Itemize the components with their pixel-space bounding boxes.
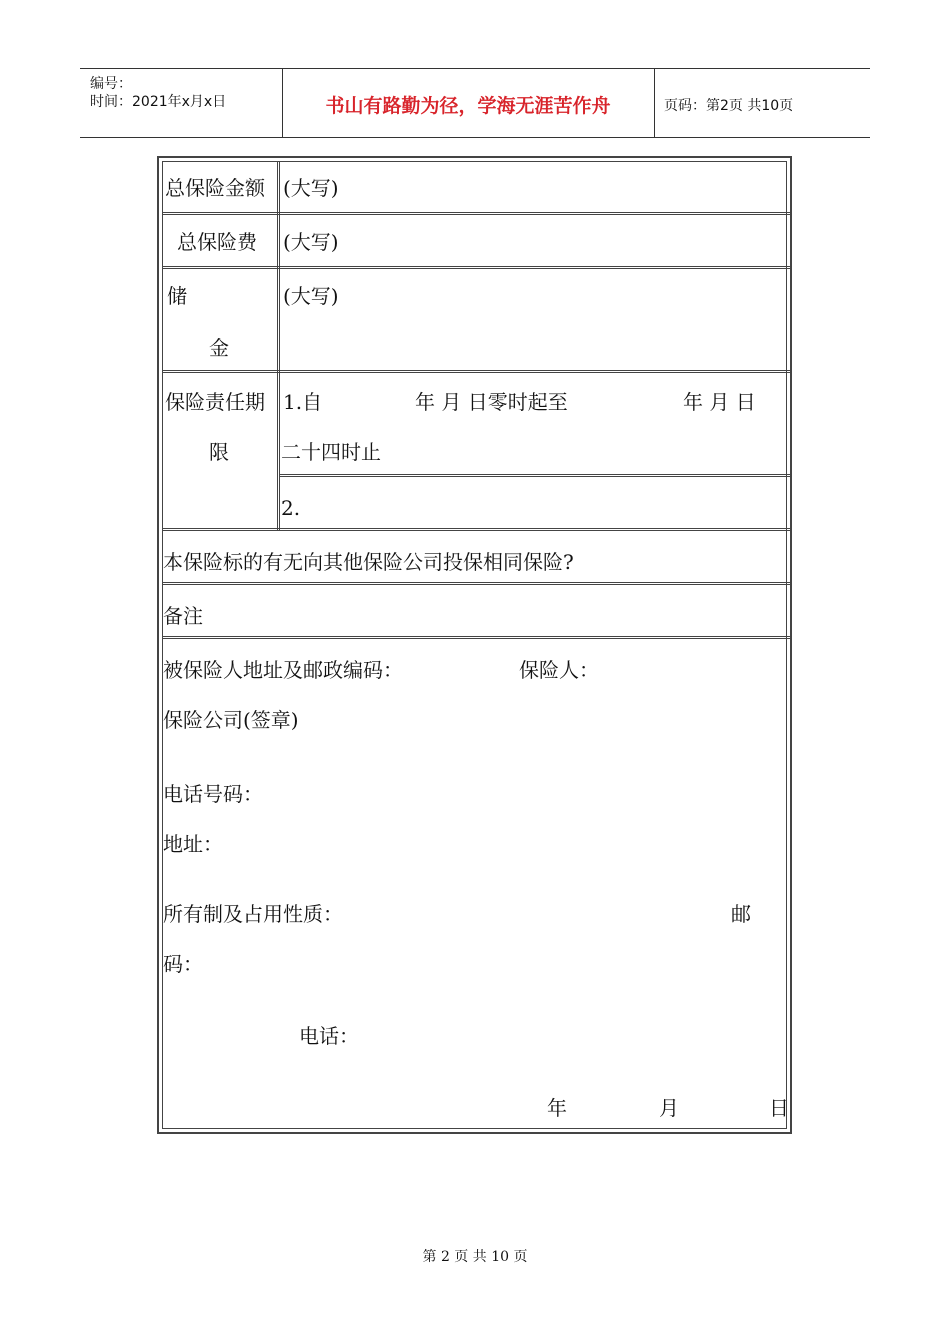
row-divider — [163, 528, 791, 531]
period-from-label: 1.自 — [283, 390, 323, 414]
postcode-label-first-char: 邮 — [731, 902, 751, 926]
insurer-label: 保险人： — [519, 658, 599, 682]
header-motto: 书山有路勤为径，学海无涯苦作舟 — [325, 95, 611, 117]
period-label-line1: 保险责任期 — [165, 390, 265, 414]
total-insured-label: 总保险金额 — [165, 176, 265, 200]
total-insured-value[interactable]: (大写) — [283, 176, 339, 200]
page-header — [80, 68, 870, 138]
period-to-date[interactable]: 年 月 日 — [683, 390, 756, 414]
header-divider-right — [654, 69, 655, 137]
deposit-label-first-char: 储 — [167, 284, 187, 308]
total-premium-value[interactable]: (大写) — [283, 230, 339, 254]
row-divider — [279, 474, 791, 477]
deposit-label-second-char: 金 — [209, 336, 229, 360]
period-end-time: 二十四时止 — [281, 440, 381, 464]
row-divider — [163, 582, 791, 585]
form-inner-border — [162, 161, 787, 1129]
page-footer: 第 2 页 共 10 页 — [422, 1249, 528, 1265]
header-page-info: 页码：第2页 共10页 — [664, 98, 794, 114]
address-label: 地址： — [163, 832, 223, 856]
header-meta — [90, 75, 226, 111]
ownership-label: 所有制及占用性质： — [163, 902, 343, 926]
column-divider — [277, 162, 280, 530]
insured-address-label: 被保险人地址及邮政编码： — [163, 658, 403, 682]
row-divider — [163, 636, 791, 639]
remarks-label: 备注 — [163, 604, 203, 628]
date-year: 年 — [547, 1096, 567, 1120]
period-from-date[interactable]: 年 月 日零时起至 — [415, 390, 568, 414]
total-premium-label: 总保险费 — [177, 230, 257, 254]
insurance-company-seal-label: 保险公司(签章) — [163, 708, 299, 732]
date-month: 月 — [659, 1096, 679, 1120]
row-divider — [163, 212, 791, 215]
document-number-label: 编号： — [90, 76, 132, 92]
period-item-2[interactable]: 2. — [281, 496, 301, 520]
phone-number-label: 电话号码： — [163, 782, 263, 806]
insurance-form-table — [157, 156, 792, 1134]
document-date: 时间：2021年x月x日 — [90, 94, 227, 110]
other-insurance-question: 本保险标的有无向其他保险公司投保相同保险? — [163, 550, 574, 574]
row-divider — [163, 370, 791, 373]
date-day: 日 — [769, 1096, 789, 1120]
period-label-line2: 限 — [209, 440, 229, 464]
row-divider — [163, 266, 791, 269]
deposit-value[interactable]: (大写) — [283, 284, 339, 308]
postcode-label-rest: 码： — [163, 952, 203, 976]
tel-label: 电话： — [299, 1024, 359, 1048]
